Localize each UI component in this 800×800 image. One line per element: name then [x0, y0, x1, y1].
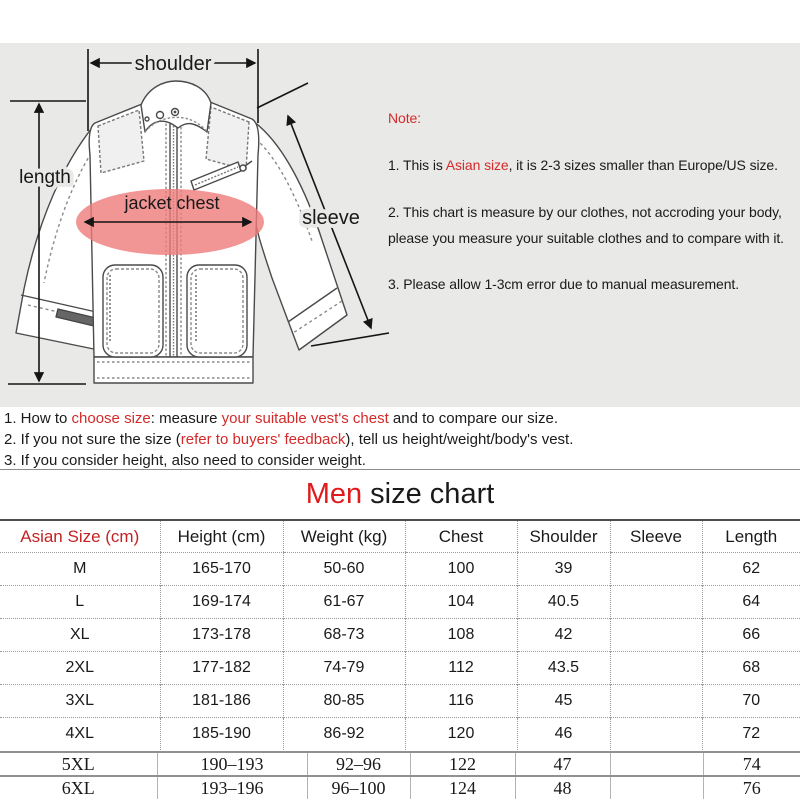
tip2-text-2: ), tell us height/weight/body's vest. [345, 431, 574, 448]
table-cell: 3XL [0, 685, 160, 718]
table-cell: 80-85 [283, 685, 405, 718]
tip1-highlight-1: choose size [71, 410, 151, 427]
chart-title [0, 476, 800, 512]
table-cell: 64 [702, 586, 800, 619]
table-cell: 193–196 [157, 776, 307, 799]
note-item-3: 3. Please allow 1-3cm error due to manual measurement. [388, 276, 739, 292]
note-item-2-line1: 2. This chart is measure by our clothes, not accroding your body, [388, 204, 782, 220]
table-cell: 122 [410, 752, 515, 776]
tip1-text-3: and to compare our size. [388, 410, 558, 427]
table-row-5xl [0, 752, 800, 776]
table-cell: 45 [517, 685, 610, 718]
header-row [0, 520, 800, 553]
table-cell: 169-174 [160, 586, 283, 619]
table-cell: 72 [702, 718, 800, 751]
table-cell [610, 553, 702, 586]
note1-text: 1. This is [388, 157, 446, 173]
table-cell: 181-186 [160, 685, 283, 718]
table-cell: 42 [517, 619, 610, 652]
table-cell: 112 [405, 652, 517, 685]
length-measure-label: length [19, 167, 71, 188]
table-cell: 6XL [0, 776, 157, 799]
table-cell: 70 [702, 685, 800, 718]
table-cell [610, 619, 702, 652]
table-cell: 39 [517, 553, 610, 586]
note-item-1 [388, 157, 778, 173]
tip1-text-2: : measure [150, 410, 222, 427]
table-cell: 104 [405, 586, 517, 619]
table-cell [610, 776, 703, 799]
table-cell: 40.5 [517, 586, 610, 619]
table-cell [610, 652, 702, 685]
table-row-6xl [0, 776, 800, 799]
table-cell: 92–96 [307, 752, 410, 776]
note-item-2-line2: please you measure your suitable clothes and to compare with it. [388, 230, 784, 246]
chart-title-red: Men [305, 478, 363, 510]
column-header-length: Length [702, 520, 800, 553]
table-cell: 74 [703, 752, 800, 776]
column-header-asian-size: Asian Size (cm) [0, 520, 160, 553]
table-row-m [0, 553, 800, 586]
tip2-text: 2. If you not sure the size ( [4, 431, 181, 448]
table-cell: 86-92 [283, 718, 405, 751]
section-divider [0, 469, 800, 470]
table-cell: 173-178 [160, 619, 283, 652]
table-cell: 165-170 [160, 553, 283, 586]
tip1-text: 1. How to [4, 410, 72, 427]
table-cell: 190–193 [157, 752, 307, 776]
table-cell: 177-182 [160, 652, 283, 685]
table-cell: 46 [517, 718, 610, 751]
table-cell: 74-79 [283, 652, 405, 685]
table-cell: 47 [515, 752, 610, 776]
notes-title: Note: [388, 110, 421, 126]
table-cell: 76 [703, 776, 800, 799]
table-row-l [0, 586, 800, 619]
table-cell [610, 685, 702, 718]
column-header-shoulder: Shoulder [517, 520, 610, 553]
table-cell: 96–100 [307, 776, 410, 799]
table-cell: 68 [702, 652, 800, 685]
column-header-chest: Chest [405, 520, 517, 553]
shoulder-measure-label: shoulder [134, 53, 212, 75]
note1-highlight: Asian size [445, 157, 509, 173]
tip-3: 3. If you consider height, also need to consider weight. [4, 452, 366, 469]
column-header-height: Height (cm) [160, 520, 283, 553]
notes-block [388, 43, 800, 407]
table-row-3xl [0, 685, 800, 718]
table-cell: 2XL [0, 652, 160, 685]
table-cell: 4XL [0, 718, 160, 751]
table-cell: M [73, 560, 87, 577]
size-chart-appendix-table [0, 751, 800, 799]
table-row-xl [0, 619, 800, 652]
table-cell: 68-73 [283, 619, 405, 652]
table-cell: 185-190 [160, 718, 283, 751]
jacket-chest-measure-label: jacket chest [124, 193, 220, 213]
table-cell [610, 586, 702, 619]
table-row-4xl [0, 718, 800, 751]
tip1-highlight-2: your suitable vest's chest [221, 410, 389, 427]
sleeve-measure-label: sleeve [302, 207, 360, 229]
table-cell: 62 [702, 553, 800, 586]
table-row-2xl [0, 652, 800, 685]
table-cell: 43.5 [517, 652, 610, 685]
jacket-measurement-diagram [0, 43, 390, 407]
tip2-highlight: refer to buyers' feedback [180, 431, 346, 448]
table-cell: 66 [702, 619, 800, 652]
table-cell [610, 752, 703, 776]
tip-1 [4, 410, 558, 427]
table-cell: L [0, 586, 160, 619]
size-chart-table [0, 519, 800, 750]
chart-title-rest: size chart [362, 478, 495, 510]
table-cell: 100 [405, 553, 517, 586]
table-cell: XL [0, 619, 160, 652]
table-cell: 108 [405, 619, 517, 652]
table-cell: 120 [405, 718, 517, 751]
measurement-panel [0, 43, 800, 407]
table-cell [610, 718, 702, 751]
table-cell: 48 [515, 776, 610, 799]
column-header-sleeve: Sleeve [610, 520, 702, 553]
table-cell: 124 [410, 776, 515, 799]
note1-text-end: , it is 2-3 sizes smaller than Europe/US size. [508, 157, 778, 173]
tip-2 [4, 431, 573, 448]
table-cell: 50-60 [283, 553, 405, 586]
table-cell: 116 [405, 685, 517, 718]
table-cell: 5XL [0, 752, 157, 776]
column-header-weight: Weight (kg) [283, 520, 405, 553]
table-cell: 61-67 [283, 586, 405, 619]
